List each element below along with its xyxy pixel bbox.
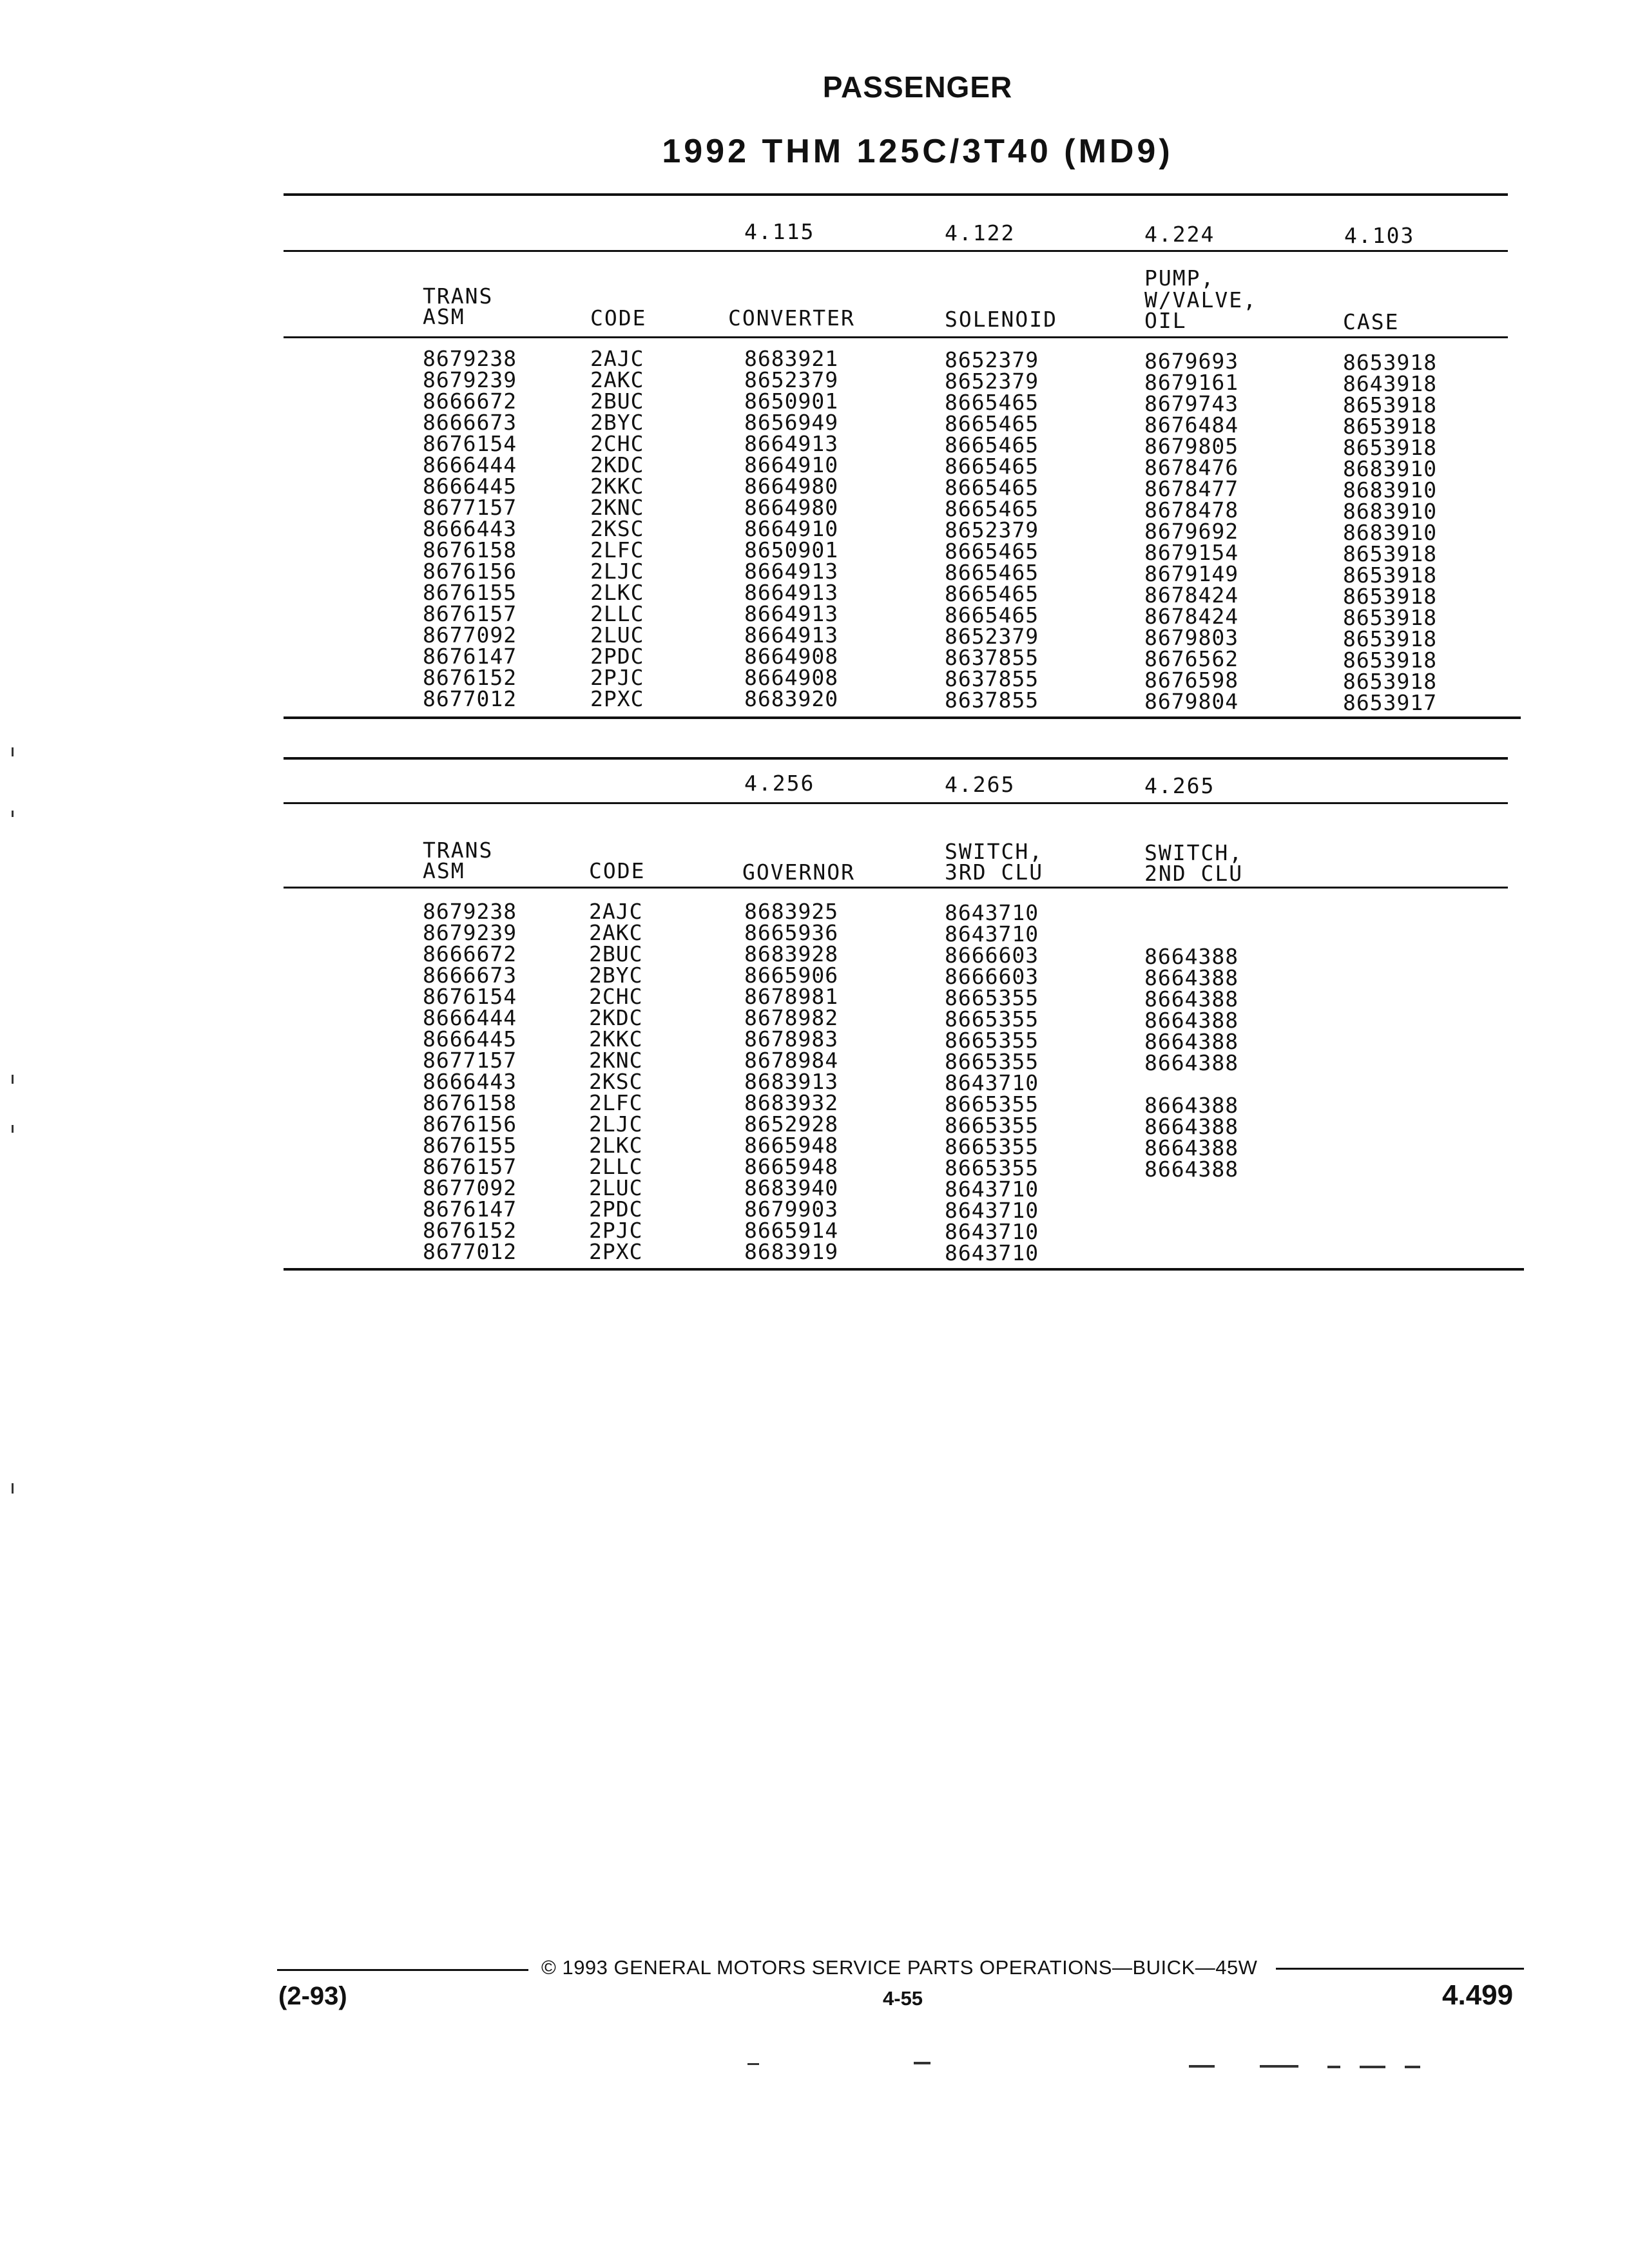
table2-header-switch-3rd-2: 3RD CLU <box>945 860 1044 885</box>
table-cell: 8679805 <box>1144 434 1239 459</box>
table-cell: 8664913 <box>744 601 839 626</box>
table-cell: 8652379 <box>945 347 1039 372</box>
page-title: PASSENGER <box>822 70 1013 104</box>
table-cell: 8683913 <box>744 1069 839 1094</box>
table-cell: 8676155 <box>423 1133 517 1158</box>
table-cell: 8666603 <box>945 964 1039 989</box>
table2-header-switch-2nd-1: SWITCH, <box>1144 840 1244 865</box>
table2-header-governor: GOVERNOR <box>742 860 855 885</box>
table-cell: 8666445 <box>423 474 517 499</box>
table-cell: 2AJC <box>590 346 644 371</box>
table1-header-pump-2: W/VALVE, <box>1144 287 1257 312</box>
table2-header-switch-3rd-1: SWITCH, <box>945 839 1044 864</box>
table-cell: 8676157 <box>423 601 517 626</box>
scan-mark <box>747 2063 759 2065</box>
scan-mark <box>914 2062 930 2064</box>
table-cell: 8678477 <box>1144 476 1239 501</box>
table-cell: 2AJC <box>589 899 643 924</box>
table-cell: 8664908 <box>744 665 839 690</box>
table-cell: 8679804 <box>1144 689 1239 714</box>
table-cell: 8643710 <box>945 1198 1039 1223</box>
table-cell: 2BYC <box>590 410 644 435</box>
table-cell: 8676147 <box>423 644 517 669</box>
table-cell: 8637855 <box>945 687 1039 713</box>
table-cell: 8652379 <box>945 517 1039 543</box>
table2-group-code-switch-3rd: 4.265 <box>945 772 1016 797</box>
table-cell: 8683910 <box>1343 456 1438 481</box>
table2-bottom-rule <box>284 1268 1524 1271</box>
table-cell: 2KDC <box>589 1005 643 1030</box>
table-cell: 8679693 <box>1144 349 1239 374</box>
table-cell: 8676158 <box>423 1090 517 1115</box>
table-cell: 8678981 <box>744 984 839 1009</box>
table-cell: 2LKC <box>590 580 644 605</box>
table-cell: 8652928 <box>744 1111 839 1137</box>
table-cell: 8679161 <box>1144 370 1239 395</box>
table-cell: 8652379 <box>945 624 1039 649</box>
table-cell: 8664388 <box>1144 965 1239 990</box>
table1-col-trans-asm <box>423 348 517 709</box>
scan-mark <box>12 747 14 756</box>
table-cell: 8677092 <box>423 622 517 648</box>
scan-mark <box>12 1483 14 1494</box>
table-cell: 8665465 <box>945 390 1039 415</box>
table-cell: 8653918 <box>1343 392 1438 418</box>
table-cell: 8653918 <box>1343 648 1438 673</box>
footer-page-right: 4.499 <box>1442 1979 1514 2011</box>
table2-header-switch-2nd-2: 2ND CLU <box>1144 861 1244 886</box>
table-cell: 8666672 <box>423 389 517 414</box>
scan-mark <box>1360 2066 1385 2068</box>
table-cell: 8683932 <box>744 1090 839 1115</box>
table1-group-rule <box>284 250 1508 252</box>
table-cell: 8679803 <box>1144 625 1239 650</box>
table-cell: 8652379 <box>945 369 1039 394</box>
table1-header-pump-3: OIL <box>1144 308 1187 333</box>
table1-col-case <box>1343 352 1437 713</box>
table-cell: 8653918 <box>1343 605 1438 630</box>
table-cell: 8666443 <box>423 516 517 541</box>
table-cell: 8683928 <box>744 941 839 966</box>
table-cell: 2BUC <box>590 389 644 414</box>
table-cell: 2LUC <box>590 622 644 648</box>
table-cell: 2LFC <box>589 1090 643 1115</box>
table1-bottom-rule <box>284 716 1521 719</box>
table-cell: 8666445 <box>423 1026 517 1052</box>
table2-top-rule <box>284 757 1508 760</box>
page-subtitle: 1992 THM 125C/3T40 (MD9) <box>662 133 1173 170</box>
table-cell: 2PJC <box>589 1218 643 1243</box>
table-cell: 2LUC <box>589 1175 643 1200</box>
table-cell: 8643710 <box>945 1070 1039 1095</box>
table-cell: 8653917 <box>1343 690 1438 715</box>
table1-group-code-pump: 4.224 <box>1144 222 1215 247</box>
table-cell: 8665465 <box>945 560 1039 585</box>
table-cell: 2PDC <box>589 1196 643 1222</box>
scan-mark <box>1405 2066 1420 2068</box>
table-cell: 8678982 <box>744 1005 839 1030</box>
table-cell: 8665355 <box>945 1091 1039 1117</box>
table-cell: 8665465 <box>945 454 1039 479</box>
table-cell: 8643918 <box>1343 371 1438 396</box>
table-cell: 8665355 <box>945 1028 1039 1053</box>
table-cell: 8665465 <box>945 475 1039 500</box>
scan-mark <box>1327 2066 1340 2068</box>
table1-group-code-converter: 4.115 <box>744 219 815 244</box>
table-cell: 8643710 <box>945 1219 1039 1244</box>
table-cell: 8666672 <box>423 941 517 966</box>
table-cell: 8683925 <box>744 899 839 924</box>
table-cell: 8664388 <box>1144 944 1239 969</box>
table-cell: 8666443 <box>423 1069 517 1094</box>
table1-group-code-case: 4.103 <box>1344 223 1415 248</box>
table-cell: 8665355 <box>945 1113 1039 1138</box>
table-cell: 8679154 <box>1144 540 1239 565</box>
table-cell: 8665465 <box>945 411 1039 436</box>
table-cell: 8665465 <box>945 602 1039 628</box>
table2-group-rule <box>284 802 1508 804</box>
table-cell: 2LLC <box>590 601 644 626</box>
table-cell: 8637855 <box>945 645 1039 670</box>
table-cell: 2PJC <box>590 665 644 690</box>
table2-group-code-switch-2nd: 4.265 <box>1144 773 1215 798</box>
table-cell: 2PXC <box>589 1239 643 1264</box>
table-cell: 8676152 <box>423 665 517 690</box>
table-cell: 8665906 <box>744 963 839 988</box>
table-cell: 8665936 <box>744 920 839 945</box>
table-cell: 8676156 <box>423 559 517 584</box>
table-cell: 8664910 <box>744 516 839 541</box>
table-cell: 8664913 <box>744 580 839 605</box>
table-cell: 2PDC <box>590 644 644 669</box>
table1-header-trans: TRANS <box>423 284 494 309</box>
table-cell: 2CHC <box>590 431 644 456</box>
table-cell: 8676154 <box>423 431 517 456</box>
table-cell: 8666444 <box>423 1005 517 1030</box>
scan-mark <box>12 1075 14 1084</box>
table-cell: 2KKC <box>589 1026 643 1052</box>
table1-top-rule <box>284 193 1508 196</box>
table-cell: 8683910 <box>1343 520 1438 545</box>
table-cell: 2LJC <box>589 1111 643 1137</box>
table-cell: 8676156 <box>423 1111 517 1137</box>
table-cell: 8637855 <box>945 666 1039 691</box>
table-cell: 8665948 <box>744 1154 839 1179</box>
table-cell: 8643710 <box>945 1177 1039 1202</box>
table-cell: 2LKC <box>589 1133 643 1158</box>
table-cell: 8665465 <box>945 581 1039 606</box>
table-cell <box>1144 903 1239 925</box>
table-cell: 8664913 <box>744 622 839 648</box>
table-cell: 8665355 <box>945 1006 1039 1032</box>
table-cell: 8676154 <box>423 984 517 1009</box>
table-cell: 8656949 <box>744 410 839 435</box>
table-cell: 2PXC <box>590 686 644 711</box>
table-cell: 8650901 <box>744 537 839 562</box>
table-cell: 8665465 <box>945 496 1039 521</box>
table-cell: 8643710 <box>945 1240 1039 1265</box>
table-cell: 8665948 <box>744 1133 839 1158</box>
table2-header-rule <box>284 887 1508 889</box>
table-cell: 8664910 <box>744 452 839 477</box>
table2-col-governor <box>744 901 838 1262</box>
table1-header-rule <box>284 336 1508 338</box>
table-cell: 8676598 <box>1144 668 1239 693</box>
table-cell: 8676484 <box>1144 412 1239 437</box>
table-cell: 8677157 <box>423 495 517 520</box>
table-cell: 8678984 <box>744 1048 839 1073</box>
table-cell: 8678424 <box>1144 604 1239 629</box>
table1-col-converter <box>744 348 838 709</box>
table1-col-pump <box>1144 351 1239 712</box>
table-cell: 8677012 <box>423 1239 517 1264</box>
table-cell: 8679238 <box>423 346 517 371</box>
table-cell: 8677012 <box>423 686 517 711</box>
table-cell: 8665914 <box>744 1218 839 1243</box>
table-cell: 8679239 <box>423 367 517 392</box>
table-cell: 8664980 <box>744 474 839 499</box>
table-cell: 8666603 <box>945 943 1039 968</box>
table-cell: 8664388 <box>1144 1157 1239 1182</box>
table2-col-switch-2nd <box>1144 903 1239 1265</box>
table-cell: 8679149 <box>1144 561 1239 586</box>
table1-header-solenoid: SOLENOID <box>945 307 1057 332</box>
footer-copyright: © 1993 GENERAL MOTORS SERVICE PARTS OPERATIONS—BUICK—45W <box>541 1956 1258 1979</box>
table-cell: 2KSC <box>589 1069 643 1094</box>
table-cell: 8679903 <box>744 1196 839 1222</box>
table-cell <box>1144 1201 1239 1222</box>
footer-date-code: (2-93) <box>278 1982 347 2010</box>
table-cell: 2BYC <box>589 963 643 988</box>
table-cell: 8665355 <box>945 1049 1039 1074</box>
table-cell: 8679239 <box>423 920 517 945</box>
table1-header-asm: ASM <box>423 304 465 329</box>
table-cell: 2BUC <box>589 941 643 966</box>
table1-header-case: CASE <box>1343 309 1400 334</box>
table-cell: 8676152 <box>423 1218 517 1243</box>
table-cell: 8665465 <box>945 432 1039 457</box>
table-cell: 8683921 <box>744 346 839 371</box>
table-cell: 8666444 <box>423 452 517 477</box>
table-cell: 2AKC <box>590 367 644 392</box>
table-cell: 8665355 <box>945 985 1039 1010</box>
table-cell: 8664388 <box>1144 986 1239 1012</box>
table-cell: 8664908 <box>744 644 839 669</box>
table2-group-code-governor: 4.256 <box>744 771 815 796</box>
table-cell: 8665355 <box>945 1134 1039 1159</box>
table-cell: 8679692 <box>1144 519 1239 544</box>
table2-col-switch-3rd <box>945 902 1039 1264</box>
table-cell: 8679743 <box>1144 391 1239 416</box>
table-cell: 2LLC <box>589 1154 643 1179</box>
table-cell: 8683940 <box>744 1175 839 1200</box>
table-cell: 8653918 <box>1343 541 1438 566</box>
table-cell: 2KKC <box>590 474 644 499</box>
table-cell: 8665465 <box>945 539 1039 564</box>
table1-header-converter: CONVERTER <box>728 305 855 331</box>
table-cell: 8643710 <box>945 921 1039 947</box>
table-cell: 8664388 <box>1144 1050 1239 1075</box>
scan-mark <box>12 1125 14 1133</box>
table2-header-asm: ASM <box>423 858 465 883</box>
table-cell: 8676157 <box>423 1154 517 1179</box>
table-cell: 8678424 <box>1144 582 1239 608</box>
table-cell: 8678478 <box>1144 497 1239 523</box>
scan-mark <box>1260 2065 1298 2068</box>
table-cell: 8665355 <box>945 1155 1039 1180</box>
table-cell: 8678476 <box>1144 455 1239 480</box>
table-cell: 8678983 <box>744 1026 839 1052</box>
table2-header-trans: TRANS <box>423 838 494 863</box>
table-cell: 8653918 <box>1343 562 1438 588</box>
table-cell: 2KDC <box>590 452 644 477</box>
table2-header-code: CODE <box>589 858 646 883</box>
scan-mark <box>12 811 14 817</box>
table-cell: 8653918 <box>1343 584 1438 609</box>
table-cell: 2KNC <box>589 1048 643 1073</box>
table-cell: 8664913 <box>744 431 839 456</box>
footer-rule-right <box>1276 1968 1524 1970</box>
table-cell: 2LFC <box>590 537 644 562</box>
table-cell: 8664388 <box>1144 1135 1239 1160</box>
table-cell <box>1144 1244 1239 1265</box>
table-cell: 8666673 <box>423 963 517 988</box>
table-cell <box>1144 1222 1239 1244</box>
table-cell: 2CHC <box>589 984 643 1009</box>
table-cell: 8676155 <box>423 580 517 605</box>
table-cell: 2KNC <box>590 495 644 520</box>
table-cell: 8683919 <box>744 1239 839 1264</box>
table-cell: 8664980 <box>744 495 839 520</box>
table-cell: 8664388 <box>1144 1093 1239 1118</box>
table-cell: 8683920 <box>744 686 839 711</box>
table1-header-pump-1: PUMP, <box>1144 265 1215 291</box>
table-cell: 2LJC <box>590 559 644 584</box>
table-cell: 8679238 <box>423 899 517 924</box>
table-cell: 8653918 <box>1343 626 1438 651</box>
table2-col-trans-asm <box>423 901 517 1262</box>
table-cell: 8653918 <box>1343 669 1438 694</box>
table-cell: 8683910 <box>1343 477 1438 503</box>
table-cell: 8676562 <box>1144 646 1239 671</box>
table2-col-code <box>589 901 642 1262</box>
table-cell: 8677157 <box>423 1048 517 1073</box>
table-cell: 8664388 <box>1144 1029 1239 1054</box>
table-cell: 8676147 <box>423 1196 517 1222</box>
table-cell: 8653918 <box>1343 350 1438 375</box>
table-cell <box>1144 1073 1239 1095</box>
table1-col-code <box>590 348 644 709</box>
table-cell <box>1144 1180 1239 1201</box>
footer-rule-left <box>277 1969 528 1971</box>
table-cell: 8666673 <box>423 410 517 435</box>
table-cell: 8653918 <box>1343 414 1438 439</box>
table1-col-solenoid <box>945 349 1039 711</box>
table-cell: 8676158 <box>423 537 517 562</box>
scan-mark <box>1189 2065 1215 2068</box>
table-cell: 8653918 <box>1343 435 1438 460</box>
table-cell: 8664913 <box>744 559 839 584</box>
table-cell: 8664388 <box>1144 1008 1239 1033</box>
table-cell: 8650901 <box>744 389 839 414</box>
table-cell: 8652379 <box>744 367 839 392</box>
footer-page-center: 4-55 <box>883 1987 923 2010</box>
table-cell: 8677092 <box>423 1175 517 1200</box>
table1-group-code-solenoid: 4.122 <box>945 220 1016 245</box>
table-cell: 8683910 <box>1343 499 1438 524</box>
table-cell: 2KSC <box>590 516 644 541</box>
table1-header-code: CODE <box>590 305 647 331</box>
table-cell: 2AKC <box>589 920 643 945</box>
table-cell: 8664388 <box>1144 1114 1239 1139</box>
table-cell: 8643710 <box>945 900 1039 925</box>
table-cell <box>1144 925 1239 946</box>
